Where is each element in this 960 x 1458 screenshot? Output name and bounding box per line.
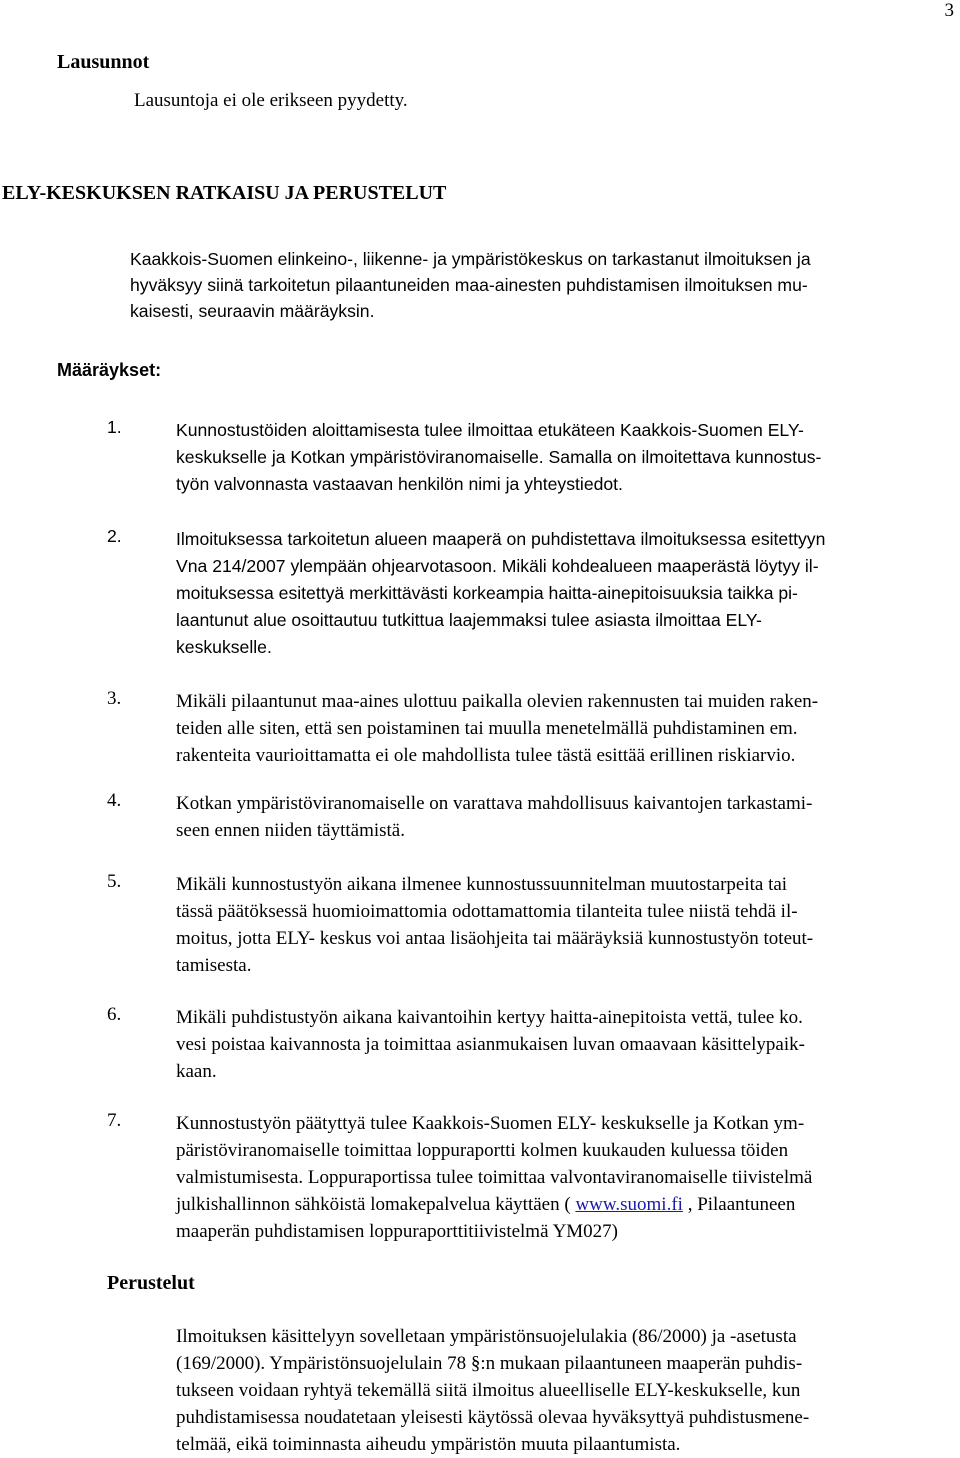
- item-line: teiden alle siten, että sen poistaminen tai muulla menetelmällä puhdistaminen em.: [176, 718, 798, 739]
- item-number: 2.: [107, 526, 122, 546]
- item-number: 6.: [107, 1004, 122, 1025]
- item-number: 3.: [107, 688, 122, 709]
- item-line: Kunnostustöiden aloittamisesta tulee ilmoittaa etukäteen Kaakkois-Suomen ELY-: [176, 420, 804, 440]
- intro-line: kaisesti, seuraavin määräyksin.: [130, 301, 375, 321]
- perustelut-line: telmää, eikä toiminnasta aiheudu ympäristön muuta pilaantumista.: [176, 1434, 681, 1455]
- perustelut-line: puhdistamisessa noudatetaan yleisesti käytössä olevaa hyväksyttyä puhdistusmene-: [176, 1407, 810, 1428]
- item-line: rakenteita vaurioittamatta ei ole mahdollista tulee tästä esittää erillinen riskiarvio.: [176, 745, 796, 766]
- section-heading-lausunnot: Lausunnot: [57, 51, 150, 73]
- item-line: Mikäli puhdistustyön aikana kaivantoihin kertyy haitta-ainepitoista vettä, tulee ko.: [176, 1007, 803, 1028]
- section-heading-perustelut: Perustelut: [107, 1272, 195, 1294]
- intro-line: Kaakkois-Suomen elinkeino-, liikenne- ja ympäristökeskus on tarkastanut ilmoituksen ja: [130, 249, 811, 269]
- intro-line: hyväksyy siinä tarkoitetun pilaantuneiden maa-ainesten puhdistamisen ilmoituksen mu-: [130, 275, 808, 295]
- item-line: Mikäli kunnostustyön aikana ilmenee kunnostussuunnitelman muutostarpeita tai: [176, 874, 788, 895]
- item-line: tamisesta.: [176, 955, 252, 976]
- item-line-suffix: , Pilaantuneen: [682, 1194, 796, 1215]
- item-line: kaan.: [176, 1061, 217, 1082]
- item-line: Kunnostustyön päätyttyä tulee Kaakkois-Suomen ELY- keskukselle ja Kotkan ym-: [176, 1113, 805, 1134]
- item-line: Ilmoituksessa tarkoitetun alueen maaperä on puhdistettava ilmoituksessa esitettyyn: [176, 529, 826, 549]
- item-body: [176, 790, 956, 844]
- item-body: [176, 1110, 956, 1245]
- item-line: keskukselle ja Kotkan ympäristöviranomaiselle. Samalla on ilmoitettava kunnostus-: [176, 447, 822, 467]
- item-line: vesi poistaa kaivannosta ja toimittaa asianmukaisen luvan omaavaan käsittelypaik-: [176, 1034, 805, 1055]
- item-body: [176, 1004, 956, 1085]
- item-number: 5.: [107, 871, 122, 892]
- item-line-prefix: julkishallinnon sähköistä lomakepalvelua käyttäen (: [176, 1194, 576, 1215]
- item-line: tässä päätöksessä huomioimattomia odottamattomia tilanteita tulee niistä tehdä il-: [176, 901, 798, 922]
- lausunnot-text: Lausuntoja ei ole erikseen pyydetty.: [134, 90, 408, 111]
- perustelut-paragraph: [176, 1323, 956, 1458]
- item-line: keskukselle.: [176, 637, 272, 657]
- item-body: [176, 871, 956, 979]
- item-line: Vna 214/2007 ylempään ohjearvotasoon. Mikäli kohdealueen maaperästä löytyy il-: [176, 556, 819, 576]
- item-line: seen ennen niiden täyttämistä.: [176, 820, 405, 841]
- item-line: työn valvonnasta vastaavan henkilön nimi ja yhteystiedot.: [176, 474, 623, 494]
- item-body: [176, 688, 956, 769]
- item-line-with-link: [176, 1191, 956, 1218]
- section-heading-ratkaisu: ELY-KESKUKSEN RATKAISU JA PERUSTELUT: [2, 182, 447, 204]
- item-number: 4.: [107, 790, 122, 811]
- item-body: [176, 417, 956, 498]
- ratkaisu-intro-paragraph: [130, 246, 954, 324]
- item-body: [176, 526, 956, 661]
- item-number: 7.: [107, 1110, 122, 1131]
- item-number: 1.: [107, 417, 122, 437]
- perustelut-line: (169/2000). Ympäristönsuojelulain 78 §:n mukaan pilaantuneen maaperän puhdis-: [176, 1353, 803, 1374]
- page-number: 3: [944, 0, 954, 21]
- suomi-fi-link[interactable]: www.suomi.fi: [575, 1194, 683, 1215]
- item-line: laantunut alue osoittautuu tutkittua laajemmaksi tulee asiasta ilmoittaa ELY-: [176, 610, 762, 630]
- item-line: maaperän puhdistamisen loppuraporttitiivistelmä YM027): [176, 1221, 619, 1242]
- perustelut-line: tukseen voidaan ryhtyä tekemällä siitä ilmoitus alueelliselle ELY-keskukselle, kun: [176, 1380, 801, 1401]
- perustelut-line: Ilmoituksen käsittelyyn sovelletaan ympäristönsuojelulakia (86/2000) ja -asetusta: [176, 1326, 797, 1347]
- item-line: moituksessa esitettyä merkittävästi korkeampia haitta-ainepitoisuuksia taikka pi-: [176, 583, 798, 603]
- section-heading-maaraykset: Määräykset:: [57, 360, 162, 380]
- item-line: päristöviranomaiselle toimittaa loppuraportti kolmen kuukauden kuluessa töiden: [176, 1140, 789, 1161]
- item-line: Mikäli pilaantunut maa-aines ulottuu paikalla olevien rakennusten tai muiden raken-: [176, 691, 819, 712]
- item-line: valmistumisesta. Loppuraportissa tulee toimittaa valvontaviranomaiselle tiivistelmä: [176, 1167, 813, 1188]
- item-line: moitus, jotta ELY- keskus voi antaa lisäohjeita tai määräyksiä kunnostustyön toteut-: [176, 928, 814, 949]
- item-line: Kotkan ympäristöviranomaiselle on varattava mahdollisuus kaivantojen tarkastami-: [176, 793, 813, 814]
